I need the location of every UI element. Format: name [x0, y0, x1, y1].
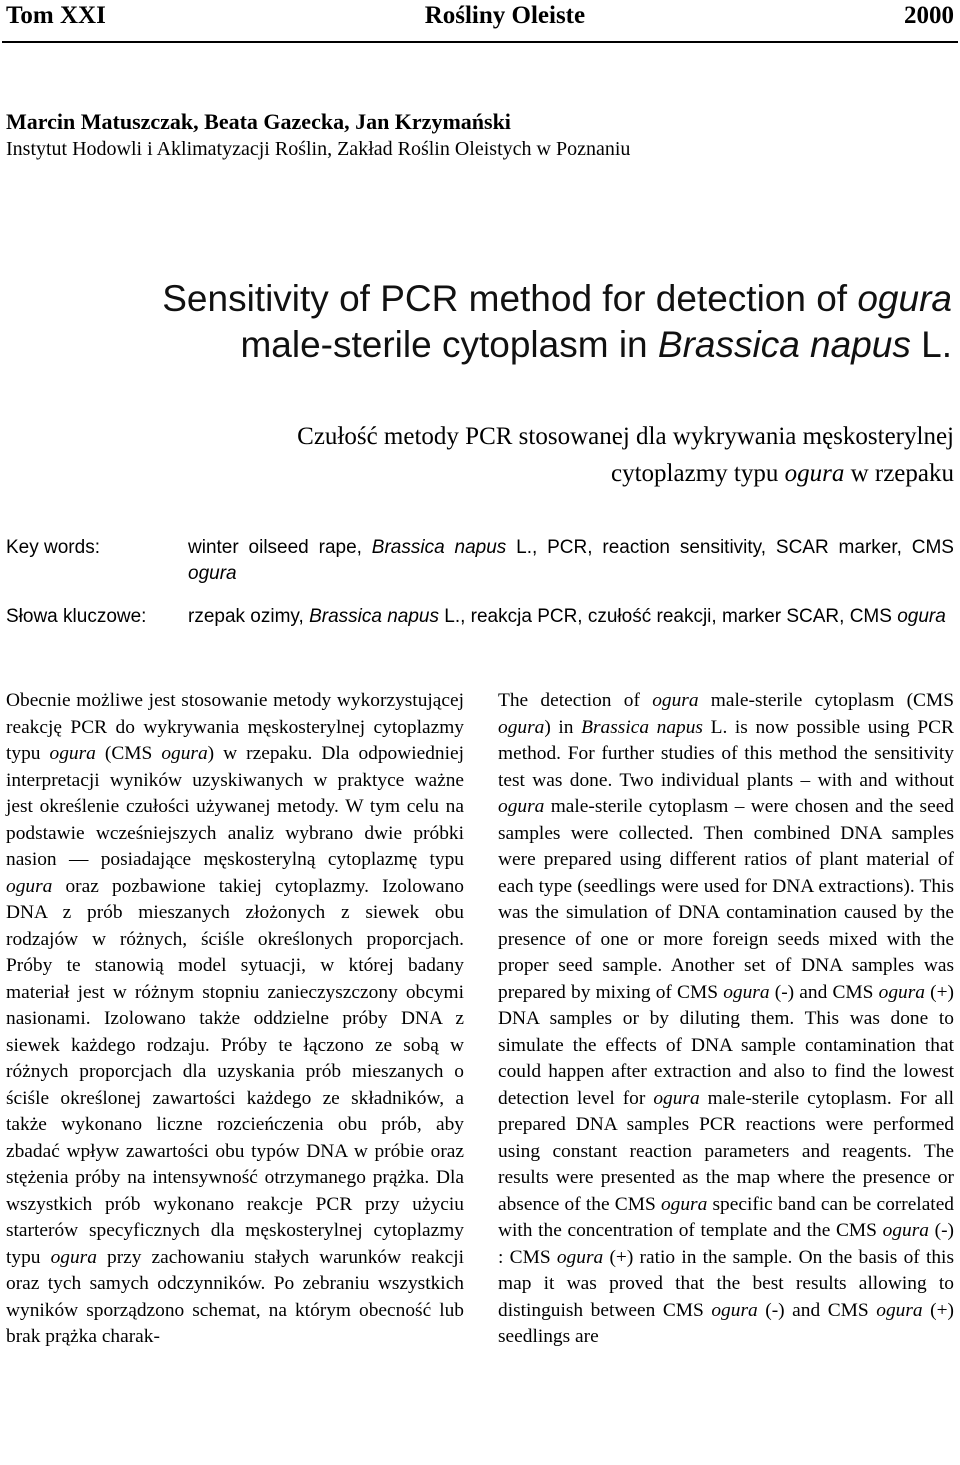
running-header: [6, 0, 954, 32]
keywords-pl: rzepak ozimy, Brassica napus L., reakcja PCR, czułość reakcji, marker SCAR, CMS ogura: [188, 606, 946, 627]
abstract-polish: Obecnie możliwe jest stosowanie metody wykorzystującej reakcję PCR do wykrywania męskosterylnej cytoplazmy typu ogura (CMS ogura) w rzepaku. Dla odpowiedniej interpretacji wyników uzyskiwanych w praktyce ważne jest określenie czułości używanej metody. W tym celu na podstawie wcześniejszych analiz wybrano dwie próbki nasion — posiadające męskosterylną cytoplazmę typu ogura oraz pozbawione takiej cytoplazmy. Izolowano DNA z prób mieszanych złożonych z siewek obu rodzajów w różnych, ściśle określonych proporcjach. Próby te stanowią model sytuacji, w której badany materiał jest w różnym stopniu zanieczyszczony obcymi nasionami. Izolowano także oddzielne próby DNA z siewek każdego rodzaju. Próby te łączono ze sobą w różnych proporcjach dla uzyskania prób mieszanych o ściśle określonej zawartości każdego ze składników, a także wykonano liczne rozcieńczenia obu prób, aby zbadać wpływ zawartości obu typów DNA w próbie oraz stężenia próby na intensywność otrzymanego prążka. Dla wszystkich prób wykonano reakcje PCR przy użyciu starterów specyficznych dla męskosterylnej cytoplazmy typu ogura przy zachowaniu stałych warunków reakcji oraz tych samych odczynników. Po zebraniu wszystkich wyników sporządzono schemat, na którym obecność lub brak prążka charak-: [6, 690, 464, 1347]
header-rule: [2, 41, 958, 43]
title-polish: Czułość metody PCR stosowanej dla wykrywania męskosterylnej cytoplazmy typu ogura w rzepaku: [297, 423, 954, 487]
journal-name: Rośliny Oleiste: [424, 2, 586, 29]
affiliation: Instytut Hodowli i Aklimatyzacji Roślin, Zakład Roślin Oleistych w Poznaniu: [6, 138, 631, 160]
authors: Marcin Matuszczak, Beata Gazecka, Jan Krzymański: [6, 109, 511, 134]
keywords-en: winter oilseed rape, Brassica napus L., PCR, reaction sensitivity, SCAR marker, CMS ogura: [188, 537, 954, 584]
keywords-en-label: Key words:: [6, 537, 100, 558]
title-english: Sensitivity of PCR method for detection of ogura male-sterile cytoplasm in Brassica napus L.: [162, 278, 952, 365]
abstract-english: The detection of ogura male-sterile cytoplasm (CMS ogura) in Brassica napus L. is now possible using PCR method. For further studies of this method the sensitivity test was done. Two individual plants – with and without ogura male-sterile cytoplasm – were chosen and the seed samples were collected. Then combined DNA samples were prepared using different ratios of plant material of each type (seedlings were used for DNA extractions). This was the simulation of DNA contamination caused by the presence of one or more foreign seeds mixed with the proper seed sample. Another set of DNA samples was prepared by mixing of CMS ogura (-) and CMS ogura (+) DNA samples or by diluting them. This was done to simulate the effects of DNA sample contamination that could happen after extraction and also to find the lowest detection level for ogura male-sterile cytoplasm. For all prepared DNA samples PCR reactions were performed using constant reaction parameters and reagents. The results were presented as the map where the presence or absence of the CMS ogura specific band can be correlated with the concentration of template and the CMS ogura (-) : CMS ogura (+) ratio in the sample. On the basis of this map it was proved that the best results allowing to distinguish between CMS ogura (-) and CMS ogura (+) seedlings are: [498, 690, 955, 1347]
volume-label: Tom XXI: [6, 2, 106, 29]
year-label: 2000: [904, 2, 954, 29]
keywords-pl-label: Słowa kluczowe:: [6, 606, 147, 627]
